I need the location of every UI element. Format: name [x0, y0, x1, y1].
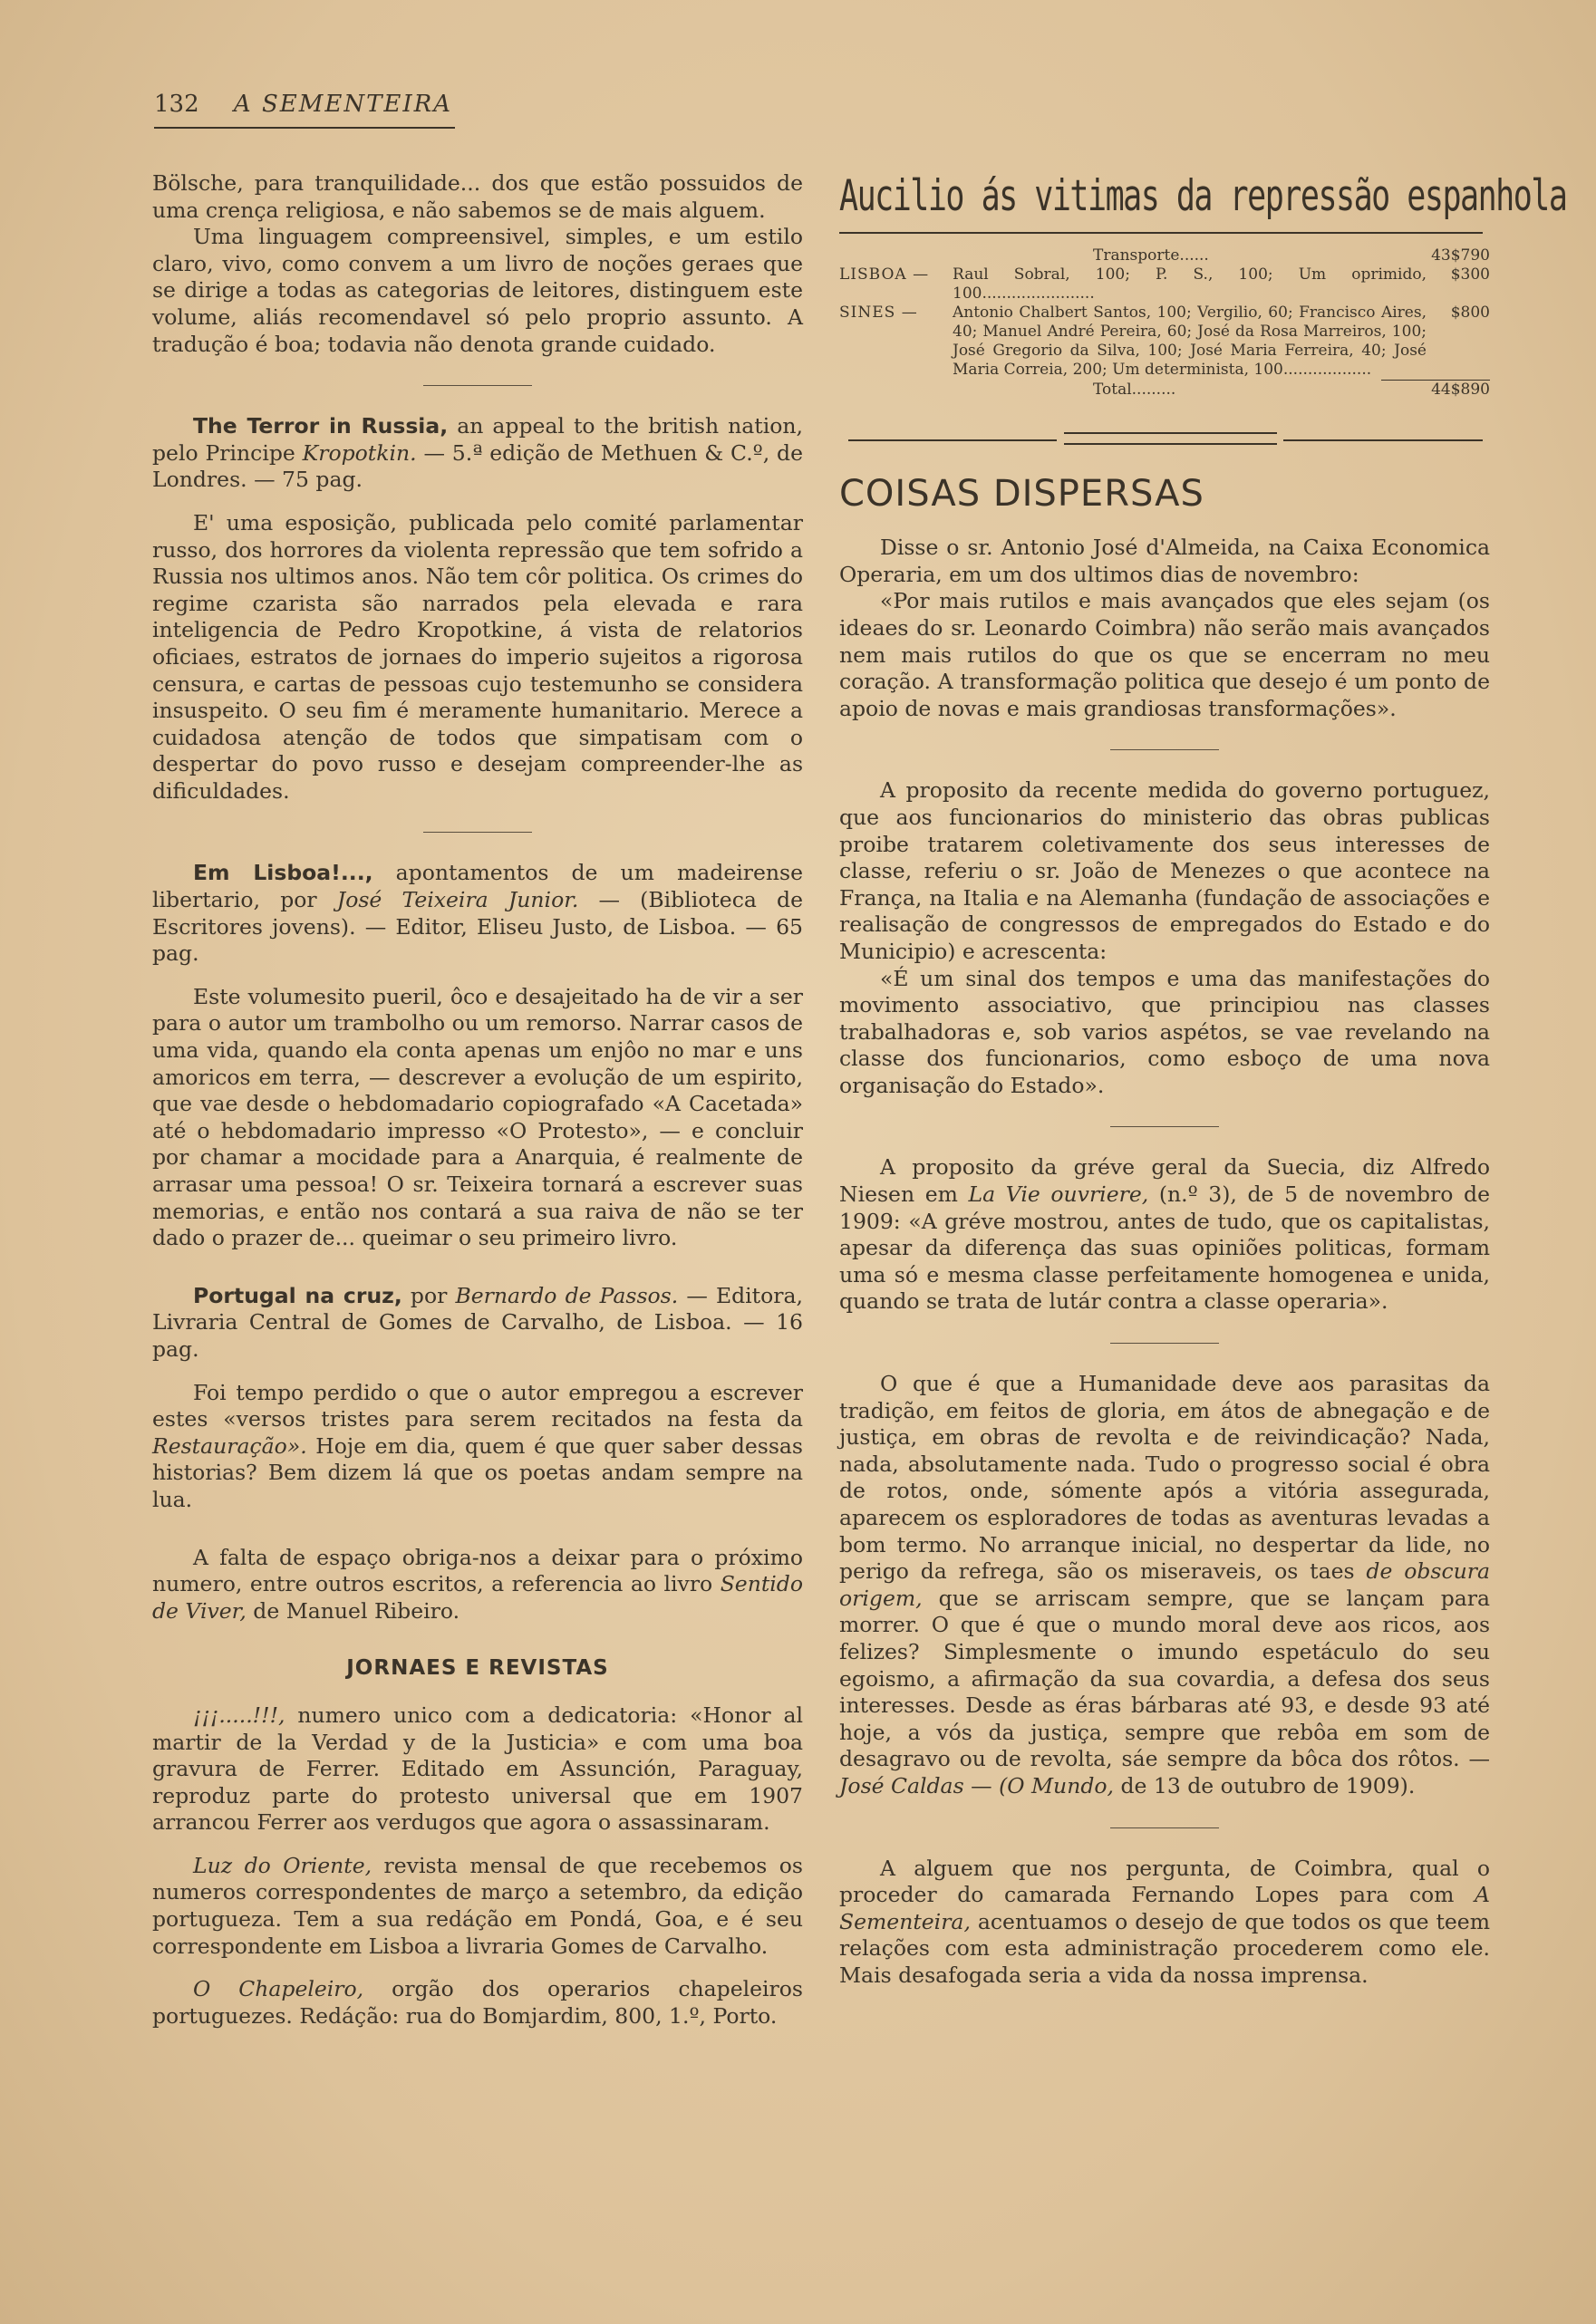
ledger-amount: 43$790	[1431, 246, 1490, 265]
relief-fund-heading: Aucilio ás vitimas da repressão espanhola	[839, 171, 1567, 221]
item-source: La Vie ouvriere,	[968, 1181, 1149, 1208]
item-text: —	[963, 1772, 1000, 1798]
book-meta: por	[401, 1282, 456, 1308]
spacer	[152, 968, 803, 984]
book-title: The Terror in Russia,	[193, 413, 449, 439]
page-header	[154, 91, 462, 118]
notice-book-title: Sentido de Viver,	[152, 1571, 803, 1624]
separator	[1110, 1827, 1219, 1828]
separator	[1110, 749, 1219, 750]
review-emphasis: Restauração».	[152, 1432, 307, 1459]
review-text: Foi tempo perdido o que o autor empregou a escrever estes «versos tristes para serem recitados na festa da	[152, 1379, 803, 1432]
item-text: que se arriscam sempre, que se lançam para morrer. O que é que o mundo moral deve aos ricos, aos felizes? Simplesmente o imundo espetáculo do seu egoismo, a afirmação da sua covardia, a defesa dos seus interesses. Desde as éras bárbaras até 93, e desde 93 até hoje, a vós da justiça, sempre que rebôa em som de desagravo ou de revolta, sáe sempre da bôca dos rôtos. —	[839, 1585, 1490, 1772]
journal-text: numero unico com a dedicatoria: «Honor al martir de la Verdad y de la Justicia» e com uma boa gravura de Ferrer. Editado em Assunción, Paraguay, reproduz parte do protesto universal que em 1907 arrancou Ferrer aos verdugos que agora o assassinaram.	[152, 1702, 803, 1836]
ledger-row-lisboa	[839, 265, 1490, 304]
spacer	[152, 1514, 803, 1545]
journal-entry	[152, 1702, 803, 1837]
spacer	[152, 1364, 803, 1380]
ledger-amount: 44$890	[1431, 380, 1490, 399]
ledger-row-sines	[839, 304, 1490, 380]
journal-title: Luz do Oriente,	[193, 1852, 372, 1878]
separator	[1110, 1126, 1219, 1127]
item-text: acentuamos o desejo de que todos os que teem relações com esta administração procederem como ele. Mais desafogada seria a vida da nossa imprensa.	[839, 1908, 1490, 1988]
journal-entry	[152, 1976, 803, 2030]
item-source: (O Mundo,	[999, 1772, 1114, 1798]
item-paragraph	[839, 1856, 1490, 1990]
book-meta: an appeal to the british nation, pelo Principe	[152, 413, 803, 466]
item-paragraph	[839, 1371, 1490, 1800]
journal-title: O Chapeleiro,	[193, 1976, 364, 2002]
heading-rule	[839, 232, 1483, 234]
item-text: A alguem que nos pergunta, de Coimbra, qual o proceder do camarada Fernando Lopes para com	[839, 1855, 1490, 1908]
item-text: O que é que a Humanidade deve aos parasitas da tradição, em feitos de gloria, em átos de abnegação e de justiça, em obras de revolta e de reivindicação? Nada, nada, absolutamente nada. Tudo o progresso social é obra de rotos, onde, sómente após a vitória assegurada, aparecem os esploradores de todas as aventuras levadas a bom termo. No arranque inicial, no despertar da lide, no perigo da refrega, são os miseraveis, os taes	[839, 1371, 1490, 1585]
item-quote: «Por mais rutilos e mais avançados que eles sejam (os ideaes do sr. Leonardo Coimbra) não serão mais avançados nem mais rutilos do que os que se encerram no meu coração. A transformação politica que desejo é um ponto de apoio de novas e mais grandiosas transformações».	[839, 588, 1490, 721]
ledger-amount: $300	[1450, 265, 1490, 284]
book-publisher: — (Biblioteca de Escritores jovens). — Editor, Eliseu Justo, de Lisboa. — 65 pag.	[152, 887, 803, 967]
donations-ledger	[839, 246, 1490, 400]
ledger-label: Transporte......	[1093, 246, 1209, 265]
masthead-title: A SEMENTEIRA	[233, 91, 453, 118]
book-author: Bernardo de Passos.	[455, 1282, 679, 1308]
book-review-terror: E' uma esposição, publicada pelo comité parlamentar russo, dos horrores da violenta repressão que tem sofrido a Russia nos ultimos anos. Não tem côr politica. Os crimes do regime czarista são narrados pela elevada e rara inteligencia de Pedro Kropotkine, á vista de relatorios oficiaes, estratos de jornaes do imperio sujeitos a rigorosa censura, e cartas de pessoas cujo testemunho se considera insuspeito. O seu fim é meramente humanitario. Merece a cuidadosa atenção de todos que simpatisam com o despertar do povo russo e desejam compreender-lhe as dificuldades.	[152, 509, 803, 804]
page-number: 132	[154, 91, 199, 118]
separator	[423, 385, 532, 386]
book-author: Kropotkin.	[302, 439, 417, 466]
item-text: de 13 de outubro de 1909).	[1114, 1772, 1416, 1798]
ledger-amount: $800	[1450, 303, 1490, 322]
header-rule	[154, 127, 455, 129]
book-review-lisboa: Este volumesito pueril, ôco e desajeitado ha de vir a ser para o autor um trambolho ou um remorso. Narrar casos de uma vida, quando ela conta apenas um enjôo no mar e uns amoricos em terra, — descrever a evolução de um espirito, que vae desde o hebdomadario copiografado «A Cacetada» até o hebdomadario impresso «O Protesto», — e concluir por chamar a mocidade para a Anarquia, é realmente de arrasar uma pessoa! O sr. Teixeira tornará a escrever suas memorias, e então nos contará a sua raiva de não se ter dado o prazer de... queimar o seu primeiro livro.	[152, 983, 803, 1251]
journal-text: revista mensal de que recebemos os numeros correspondentes de março a setembro, da edição portugueza. Tem a sua redáção em Pondá, Goa, e é seu correspondente em Lisboa a livraria Gomes de Carvalho.	[152, 1852, 803, 1959]
jornaes-heading: JORNAES E REVISTAS	[346, 1656, 609, 1681]
decorative-divider	[839, 432, 1490, 454]
ledger-donors: Raul Sobral, 100; P. S., 100; Um oprimido, 100.......................	[953, 265, 1427, 303]
book-meta: apontamentos de um madeirense libertario, por	[152, 860, 803, 913]
left-column	[152, 170, 803, 2030]
item-paragraph	[839, 1154, 1490, 1316]
book-publisher: — 5.ª edição de Methuen & C.º, de Londres. — 75 pag.	[152, 439, 803, 493]
spacer	[152, 1960, 803, 1976]
separator	[423, 832, 532, 833]
ledger-city: LISBOA —	[839, 265, 930, 284]
ledger-donors: Antonio Chalbert Santos, 100; Vergilio, 60; Francisco Aires, 40; Manuel André Pereira, 60; José da Rosa Marreiros, 100; José Gregorio da Silva, 100; José Maria Ferreira, 40; José Maria Correia, 200; Um determinista, 100..................	[953, 303, 1427, 379]
book-entry-lisboa	[152, 860, 803, 967]
notice-text: de Manuel Ribeiro.	[246, 1597, 460, 1624]
book-review-portugal	[152, 1380, 803, 1514]
item-paragraph: Disse o sr. Antonio José d'Almeida, na Caixa Economica Operaria, em um dos ultimos dias de novembro:	[839, 535, 1490, 587]
ledger-row-transporte	[839, 246, 1490, 265]
review-paragraph: Uma linguagem compreensivel, simples, e um estilo claro, vivo, como convem a um livro de noções geraes que se dirige a todas as categorias de leitores, distinguem este volume, aliás recomendavel só pelo proprio assunto. A tradução é boa; todavia não denota grande cuidado.	[152, 224, 803, 357]
review-text: Hoje em dia, quem é que quer saber dessas historias? Bem dizem lá que os poetas andam sempre na lua.	[152, 1432, 803, 1512]
item-emphasis: A Sementeira,	[839, 1882, 1490, 1934]
item-text: (n.º 3), de 5 de novembro de 1909: «A gréve mostrou, antes de tudo, que os capitalistas, apesar da diferença das suas opiniões politicas, formam uma só e mesma classe perfeitamente homogenea e unida, quando se trata de lutár contra a classe operaria».	[839, 1181, 1490, 1315]
spacer	[152, 1252, 803, 1283]
journal-entry	[152, 1853, 803, 1960]
book-entry-terror	[152, 413, 803, 494]
ledger-city: SINES —	[839, 303, 918, 322]
item-paragraph: A proposito da recente medida do governo portuguez, que aos funcionarios do ministerio das obras publicas proibe tratarem coletivamente dos seus interesses de classe, referiu o sr. João de Menezes o que acontece na França, na Italia e na Alemanha (fundação de associações e realisação de congressos de empregados do Estado e do Municipio) e acrescenta:	[839, 777, 1490, 964]
ledger-row-total	[839, 381, 1490, 400]
journal-title: ¡¡¡.....!!!,	[193, 1702, 285, 1728]
journal-text: orgão dos operarios chapeleiros portuguezes. Redáção: rua do Bomjardim, 800, 1.º, Porto.	[152, 1976, 803, 2029]
space-notice	[152, 1545, 803, 1625]
book-author: José Teixeira Junior.	[336, 887, 579, 913]
ledger-label: Total.........	[1093, 380, 1176, 399]
review-continuation: Bölsche, para tranquilidade... dos que estão possuidos de uma crença religiosa, e não sabemos se de mais alguem.	[152, 170, 803, 223]
spacer	[152, 494, 803, 510]
book-title: Portugal na cruz,	[193, 1282, 402, 1308]
right-column	[839, 170, 1567, 1990]
book-publisher: — Editora, Livraria Central de Gomes de Carvalho, de Lisboa. — 16 pag.	[152, 1282, 803, 1362]
spacer	[152, 1837, 803, 1853]
separator	[1110, 1343, 1219, 1344]
item-signature: José Caldas	[839, 1772, 964, 1798]
notice-text: A falta de espaço obriga-nos a deixar para o próximo numero, entre outros escritos, a referencia ao livro	[152, 1544, 803, 1597]
book-entry-portugal	[152, 1283, 803, 1364]
coisas-dispersas-heading: COISAS DISPERSAS	[839, 472, 1204, 515]
item-text: A proposito da gréve geral da Suecia, diz Alfredo Niesen em	[839, 1154, 1490, 1208]
item-emphasis: de obscura origem,	[839, 1558, 1490, 1611]
item-quote: «É um sinal dos tempos e uma das manifestações do movimento associativo, que principiou nas classes trabalhadoras e, sob varios aspétos, se vae revelando na classe dos funcionarios, como esboço de uma nova organisação do Estado».	[839, 965, 1490, 1098]
book-title: Em Lisboa!...,	[193, 860, 373, 886]
